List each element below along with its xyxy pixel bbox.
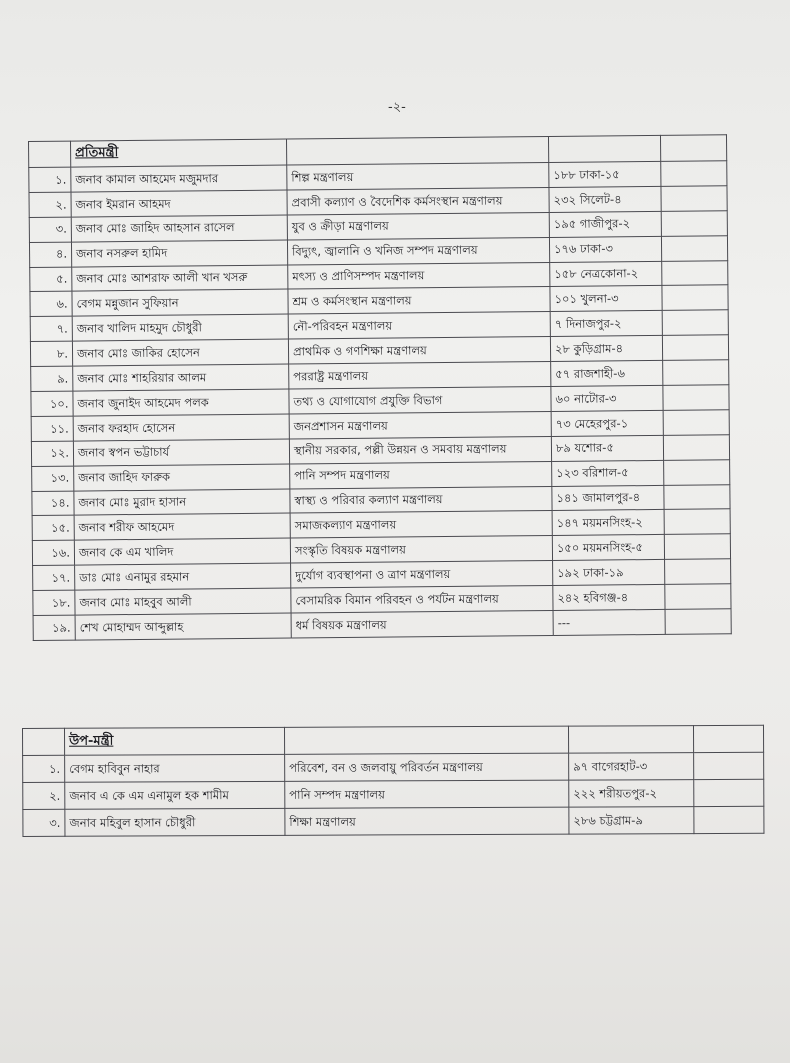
blank-cell bbox=[661, 186, 727, 212]
table-row bbox=[23, 806, 764, 836]
constituency: ১৯৫ গাজীপুর-২ bbox=[549, 211, 661, 237]
ministry-name: ধর্ম বিষয়ক মন্ত্রণালয় bbox=[291, 611, 553, 638]
ministry-name: সমাজকল্যাণ মন্ত্রণালয় bbox=[290, 511, 552, 538]
blank-cell bbox=[662, 285, 728, 311]
serial-number: ২. bbox=[29, 192, 71, 217]
constituency: ৭৩ মেহেরপুর-১ bbox=[551, 410, 663, 436]
constituency: ২৩২ সিলেট-৪ bbox=[549, 186, 661, 212]
person-name: জনাব এ কে এম এনামুল হক শামীম bbox=[65, 781, 285, 809]
blank-cell bbox=[694, 779, 764, 806]
blank-cell bbox=[663, 435, 729, 461]
serial-number: ১. bbox=[23, 755, 65, 782]
blank-cell bbox=[665, 609, 731, 635]
serial-number: ১০. bbox=[31, 391, 73, 416]
constituency: ১৪১ জামালপুর-৪ bbox=[552, 485, 664, 511]
blank-cell bbox=[663, 385, 729, 411]
serial-number: ৮. bbox=[30, 341, 72, 366]
blank-cell bbox=[662, 310, 728, 336]
serial-number: ৬. bbox=[30, 292, 72, 317]
person-name: জনাব মোঃ জাহিদ আহসান রাসেল bbox=[71, 215, 287, 242]
blank-cell bbox=[664, 484, 730, 510]
ministry-name: যুব ও ক্রীড়া মন্ত্রণালয় bbox=[287, 212, 549, 239]
ministry-name: স্থানীয় সরকার, পল্লী উন্নয়ন ও সমবায় মন্ত্রণালয় bbox=[289, 436, 551, 463]
serial-number: ১৩. bbox=[32, 466, 74, 491]
person-name: জনাব জুনাইদ আহমেদ পলক bbox=[73, 389, 289, 416]
table-header-row bbox=[23, 725, 764, 755]
blank-cell bbox=[664, 509, 730, 535]
page-number: -২- bbox=[388, 100, 406, 115]
serial-number: ১. bbox=[29, 167, 71, 192]
ministry-name: নৌ-পরিবহন মন্ত্রণালয় bbox=[288, 312, 550, 339]
ministry-name: দুর্যোগ ব্যবস্থাপনা ও ত্রাণ মন্ত্রণালয় bbox=[291, 561, 553, 588]
state-ministers-heading: প্রতিমন্ত্রী bbox=[71, 139, 287, 167]
constituency: ১২৩ বরিশাল-৫ bbox=[552, 460, 664, 486]
person-name: জনাব মোঃ মুরাদ হাসান bbox=[74, 489, 290, 516]
person-name: জনাব কে এম খালিদ bbox=[74, 538, 290, 565]
table-row bbox=[23, 779, 764, 809]
blank-cell bbox=[663, 360, 729, 386]
person-name: বেগম মন্নুজান সুফিয়ান bbox=[72, 289, 288, 316]
constituency: ২২২ শরীয়তপুর-২ bbox=[569, 780, 694, 808]
ministry-name: প্রাথমিক ও গণশিক্ষা মন্ত্রণালয় bbox=[288, 337, 550, 364]
person-name: জনাব নসরুল হামিদ bbox=[71, 240, 287, 267]
constituency: ৯৭ বাগেরহাট-৩ bbox=[569, 753, 694, 781]
person-name: জনাব খালিদ মাহমুদ চৌধুরী bbox=[72, 314, 288, 341]
blank-cell bbox=[663, 410, 729, 436]
serial-number: ৭. bbox=[30, 316, 72, 341]
constituency: ৮৯ যশোর-৫ bbox=[551, 435, 663, 461]
person-name: জনাব কামাল আহমেদ মজুমদার bbox=[71, 165, 287, 192]
blank-cell bbox=[661, 211, 727, 237]
serial-number: ১৪. bbox=[32, 491, 74, 516]
constituency: ২৮৬ চট্টগ্রাম-৯ bbox=[569, 807, 694, 835]
constituency: ১০১ খুলনা-৩ bbox=[550, 286, 662, 312]
ministry-name: শিক্ষা মন্ত্রণালয় bbox=[285, 807, 569, 835]
constituency: ৭ দিনাজপুর-২ bbox=[550, 311, 662, 337]
constituency: ৫৭ রাজশাহী-৬ bbox=[551, 361, 663, 387]
serial-number: ১৭. bbox=[33, 565, 75, 590]
constituency: ১৭৬ ঢাকা-৩ bbox=[549, 236, 661, 262]
constituency: ১৯২ ঢাকা-১৯ bbox=[553, 560, 665, 586]
person-name: জনাব মোঃ মাহবুব আলী bbox=[75, 588, 291, 615]
blank-cell bbox=[665, 559, 731, 585]
constituency: ১৪৭ ময়মনসিংহ-২ bbox=[552, 510, 664, 536]
ministry-name: পানি সম্পদ মন্ত্রণালয় bbox=[285, 780, 569, 808]
person-name: জনাব শরীফ আহমেদ bbox=[74, 513, 290, 540]
blank-cell bbox=[661, 161, 727, 187]
serial-number: ৪. bbox=[29, 242, 71, 267]
constituency: ২৪২ হবিগঞ্জ-৪ bbox=[553, 585, 665, 611]
ministry-name: প্রবাসী কল্যাণ ও বৈদেশিক কর্মসংস্থান মন্ত্রণালয় bbox=[287, 187, 549, 214]
serial-number: ১৮. bbox=[33, 590, 75, 615]
constituency: ১৫০ ময়মনসিংহ-৫ bbox=[552, 535, 664, 561]
constituency: ১৫৮ নেত্রকোনা-২ bbox=[550, 261, 662, 287]
ministry-name: শ্রম ও কর্মসংস্থান মন্ত্রণালয় bbox=[288, 287, 550, 314]
serial-number: ১৬. bbox=[32, 540, 74, 565]
ministry-name: পরিবেশ, বন ও জলবায়ু পরিবর্তন মন্ত্রণালয় bbox=[285, 753, 569, 781]
serial-number: ৯. bbox=[31, 366, 73, 391]
person-name: জনাব মহিবুল হাসান চৌধুরী bbox=[65, 808, 285, 836]
person-name: জনাব স্বপন ভট্টাচার্য bbox=[73, 439, 289, 466]
constituency: --- bbox=[553, 609, 665, 635]
ministry-name: সংস্কৃতি বিষয়ক মন্ত্রণালয় bbox=[290, 536, 552, 563]
ministry-name: তথ্য ও যোগাযোগ প্রযুক্তি বিভাগ bbox=[289, 387, 551, 414]
blank-cell bbox=[664, 459, 730, 485]
ministry-name: জনপ্রশাসন মন্ত্রণালয় bbox=[289, 411, 551, 438]
person-name: বেগম হাবিবুন নাহার bbox=[65, 754, 285, 782]
ministry-name: স্বাস্থ্য ও পরিবার কল্যাণ মন্ত্রণালয় bbox=[290, 486, 552, 513]
person-name: জনাব ইমরান আহমদ bbox=[71, 190, 287, 217]
blank-cell bbox=[664, 534, 730, 560]
ministry-name: পানি সম্পদ মন্ত্রণালয় bbox=[290, 461, 552, 488]
person-name: জনাব ফরহাদ হোসেন bbox=[73, 414, 289, 441]
constituency: ৬০ নাটোর-৩ bbox=[551, 385, 663, 411]
person-name: জনাব মোঃ জাকির হোসেন bbox=[72, 339, 288, 366]
blank-cell bbox=[662, 260, 728, 286]
blank-cell bbox=[662, 335, 728, 361]
ministry-name: মৎস্য ও প্রাণিসম্পদ মন্ত্রণালয় bbox=[288, 262, 550, 289]
constituency: ১৮৮ ঢাকা-১৫ bbox=[549, 161, 661, 187]
serial-number: ৩. bbox=[23, 809, 65, 836]
serial-number: ৫. bbox=[30, 267, 72, 292]
person-name: জনাব মোঃ আশরাফ আলী খান খসরু bbox=[72, 265, 288, 292]
blank-cell bbox=[694, 806, 764, 833]
serial-number: ২. bbox=[23, 782, 65, 809]
ministry-name: বেসামরিক বিমান পরিবহন ও পর্যটন মন্ত্রণালয় bbox=[291, 586, 553, 613]
person-name: ডাঃ মোঃ এনামুর রহমান bbox=[75, 563, 291, 590]
serial-number: ১১. bbox=[31, 416, 73, 441]
table-row bbox=[33, 609, 731, 641]
deputy-ministers-table bbox=[22, 725, 764, 837]
deputy-ministers-heading: উপ-মন্ত্রী bbox=[65, 727, 285, 755]
blank-cell bbox=[694, 752, 764, 779]
person-name: জনাব মোঃ শাহরিয়ার আলম bbox=[73, 364, 289, 391]
serial-number: ৩. bbox=[29, 217, 71, 242]
state-ministers-table bbox=[28, 134, 732, 641]
ministry-name: বিদ্যুৎ, জ্বালানি ও খনিজ সম্পদ মন্ত্রণালয় bbox=[287, 237, 549, 264]
serial-number: ১৯. bbox=[33, 615, 75, 640]
person-name: জনাব জাহিদ ফারুক bbox=[74, 464, 290, 491]
ministry-name: পররাষ্ট্র মন্ত্রণালয় bbox=[289, 362, 551, 389]
person-name: শেখ মোহাম্মদ আব্দুল্লাহ bbox=[75, 613, 291, 640]
blank-cell bbox=[665, 584, 731, 610]
ministry-name: শিল্প মন্ত্রণালয় bbox=[287, 163, 549, 190]
constituency: ২৮ কুড়িগ্রাম-৪ bbox=[550, 336, 662, 362]
serial-number: ১৫. bbox=[32, 516, 74, 541]
table-row bbox=[23, 752, 764, 782]
serial-number: ১২. bbox=[31, 441, 73, 466]
blank-cell bbox=[661, 235, 727, 261]
